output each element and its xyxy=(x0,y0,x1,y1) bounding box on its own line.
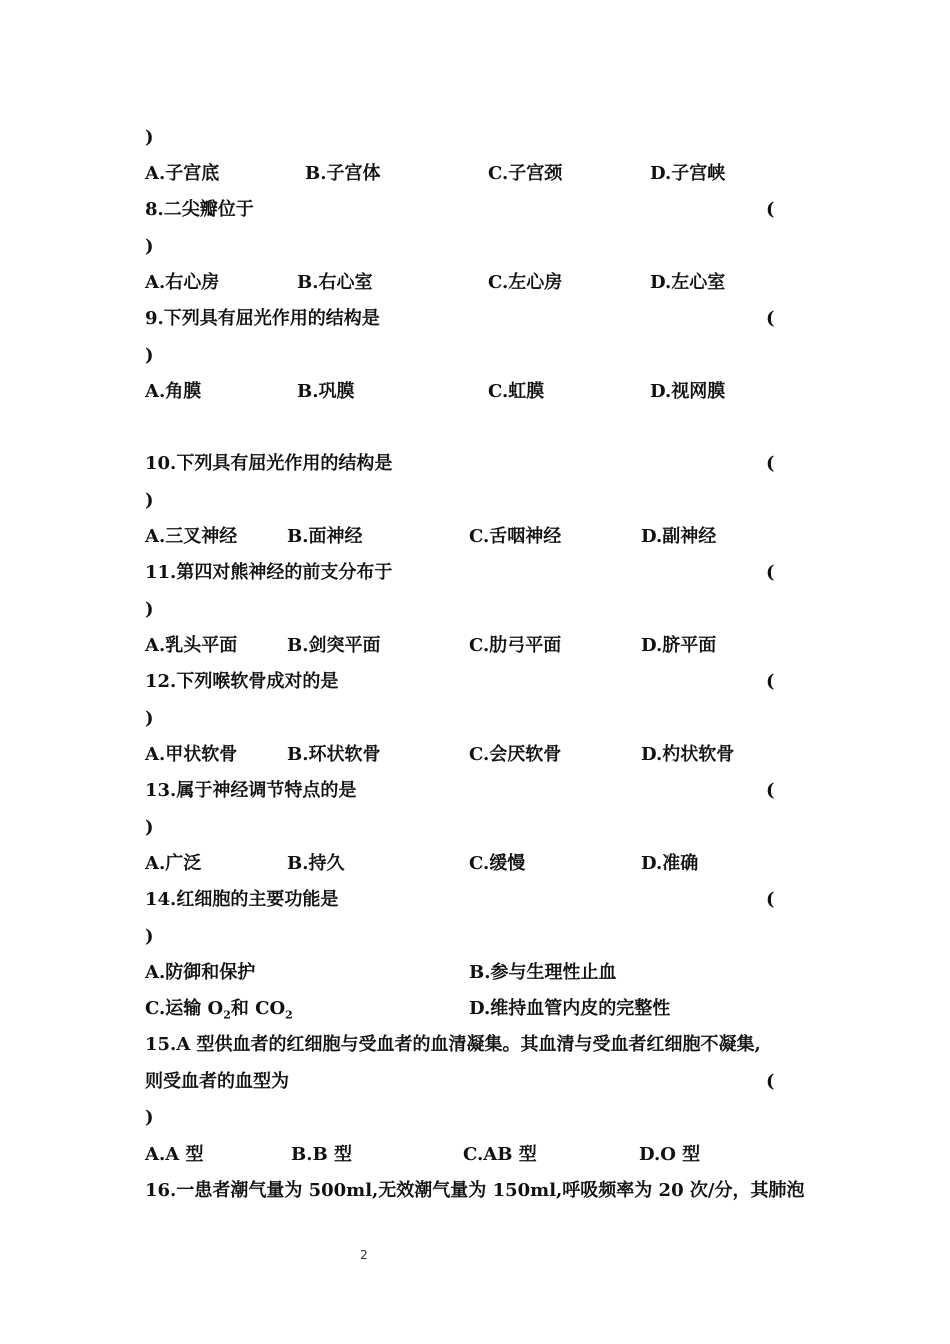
q10-stem: 10.下列具有屈光作用的结构是 xyxy=(145,453,393,474)
q14-stem: 14.红细胞的主要功能是 xyxy=(145,889,339,910)
q15-option-a: A.A 型 xyxy=(145,1144,204,1165)
q12-option-c: C.会厌软骨 xyxy=(469,744,562,765)
q13-option-a: A.广泛 xyxy=(145,853,202,874)
q12-option-b: B.环状软骨 xyxy=(287,744,381,765)
q14-option-c xyxy=(145,997,293,1028)
q13-option-c: C.缓慢 xyxy=(469,853,526,874)
q14-option-c-text2: 和 CO xyxy=(230,998,286,1019)
q13-stem: 13.属于神经调节特点的是 xyxy=(145,780,357,801)
q10-option-a: A.三叉神经 xyxy=(145,526,238,547)
q8-open-paren: ( xyxy=(766,199,775,220)
q15-option-b: B.B 型 xyxy=(291,1144,352,1165)
q8-stem: 8.二尖瓣位于 xyxy=(145,199,254,220)
q14-option-b: B.参与生理性止血 xyxy=(469,962,617,983)
q7-option-b: B.子宫体 xyxy=(305,163,381,184)
q10-close-paren: ) xyxy=(145,490,154,511)
q10-option-b: B.面神经 xyxy=(287,526,363,547)
q12-option-d: D.杓状软骨 xyxy=(641,744,735,765)
q9-option-d: D.视网膜 xyxy=(650,381,726,402)
q9-open-paren: ( xyxy=(766,308,775,329)
q14-option-c-text1: C.运输 O xyxy=(145,998,224,1019)
q14-option-c-sub1: 2 xyxy=(223,1008,231,1022)
q14-option-d: D.维持血管内皮的完整性 xyxy=(469,998,671,1019)
q12-option-a: A.甲状软骨 xyxy=(145,744,238,765)
q9-option-c: C.虹膜 xyxy=(488,381,545,402)
q13-option-d: D.准确 xyxy=(641,853,699,874)
q9-option-b: B.巩膜 xyxy=(297,381,355,402)
q12-close-paren: ) xyxy=(145,708,154,729)
q13-open-paren: ( xyxy=(766,780,775,801)
q11-close-paren: ) xyxy=(145,599,154,620)
q11-option-d: D.脐平面 xyxy=(641,635,717,656)
q14-option-c-sub2: 2 xyxy=(285,1008,293,1022)
q7-option-c: C.子宫颈 xyxy=(488,163,563,184)
q7-close-paren: ) xyxy=(145,127,154,148)
q15-close-paren: ) xyxy=(145,1107,154,1128)
q8-option-a: A.右心房 xyxy=(145,272,220,293)
q15-stem-line2: 则受血者的血型为 xyxy=(145,1071,289,1092)
q8-option-d: D.左心室 xyxy=(650,272,726,293)
q11-open-paren: ( xyxy=(766,562,775,583)
q9-stem: 9.下列具有屈光作用的结构是 xyxy=(145,308,380,329)
q14-open-paren: ( xyxy=(766,889,775,910)
page-number: 2 xyxy=(360,1248,368,1262)
q11-stem: 11.第四对熊神经的前支分布于 xyxy=(145,562,393,583)
q8-option-c: C.左心房 xyxy=(488,272,563,293)
q11-option-b: B.剑突平面 xyxy=(287,635,381,656)
q7-option-a: A.子宫底 xyxy=(145,163,220,184)
q11-option-c: C.肋弓平面 xyxy=(469,635,562,656)
q15-open-paren: ( xyxy=(766,1071,775,1092)
q11-option-a: A.乳头平面 xyxy=(145,635,238,656)
q13-close-paren: ) xyxy=(145,817,154,838)
q8-close-paren: ) xyxy=(145,236,154,257)
q7-option-d: D.子宫峡 xyxy=(650,163,726,184)
q14-close-paren: ) xyxy=(145,926,154,947)
q8-option-b: B.右心室 xyxy=(297,272,373,293)
q13-option-b: B.持久 xyxy=(287,853,345,874)
q9-close-paren: ) xyxy=(145,345,154,366)
q9-option-a: A.角膜 xyxy=(145,381,202,402)
q15-option-d: D.O 型 xyxy=(639,1144,701,1165)
q16-stem: 16.一患者潮气量为 500ml,无效潮气量为 150ml,呼吸频率为 20 次/分，其肺泡 xyxy=(145,1180,805,1201)
q15-option-c: C.AB 型 xyxy=(463,1144,537,1165)
q12-stem: 12.下列喉软骨成对的是 xyxy=(145,671,339,692)
q10-open-paren: ( xyxy=(766,453,775,474)
q15-stem-line1: 15.A 型供血者的红细胞与受血者的血清凝集。其血清与受血者红细胞不凝集, xyxy=(145,1034,761,1055)
q12-open-paren: ( xyxy=(766,671,775,692)
q14-option-a: A.防御和保护 xyxy=(145,962,256,983)
q10-option-d: D.副神经 xyxy=(641,526,717,547)
q10-option-c: C.舌咽神经 xyxy=(469,526,562,547)
